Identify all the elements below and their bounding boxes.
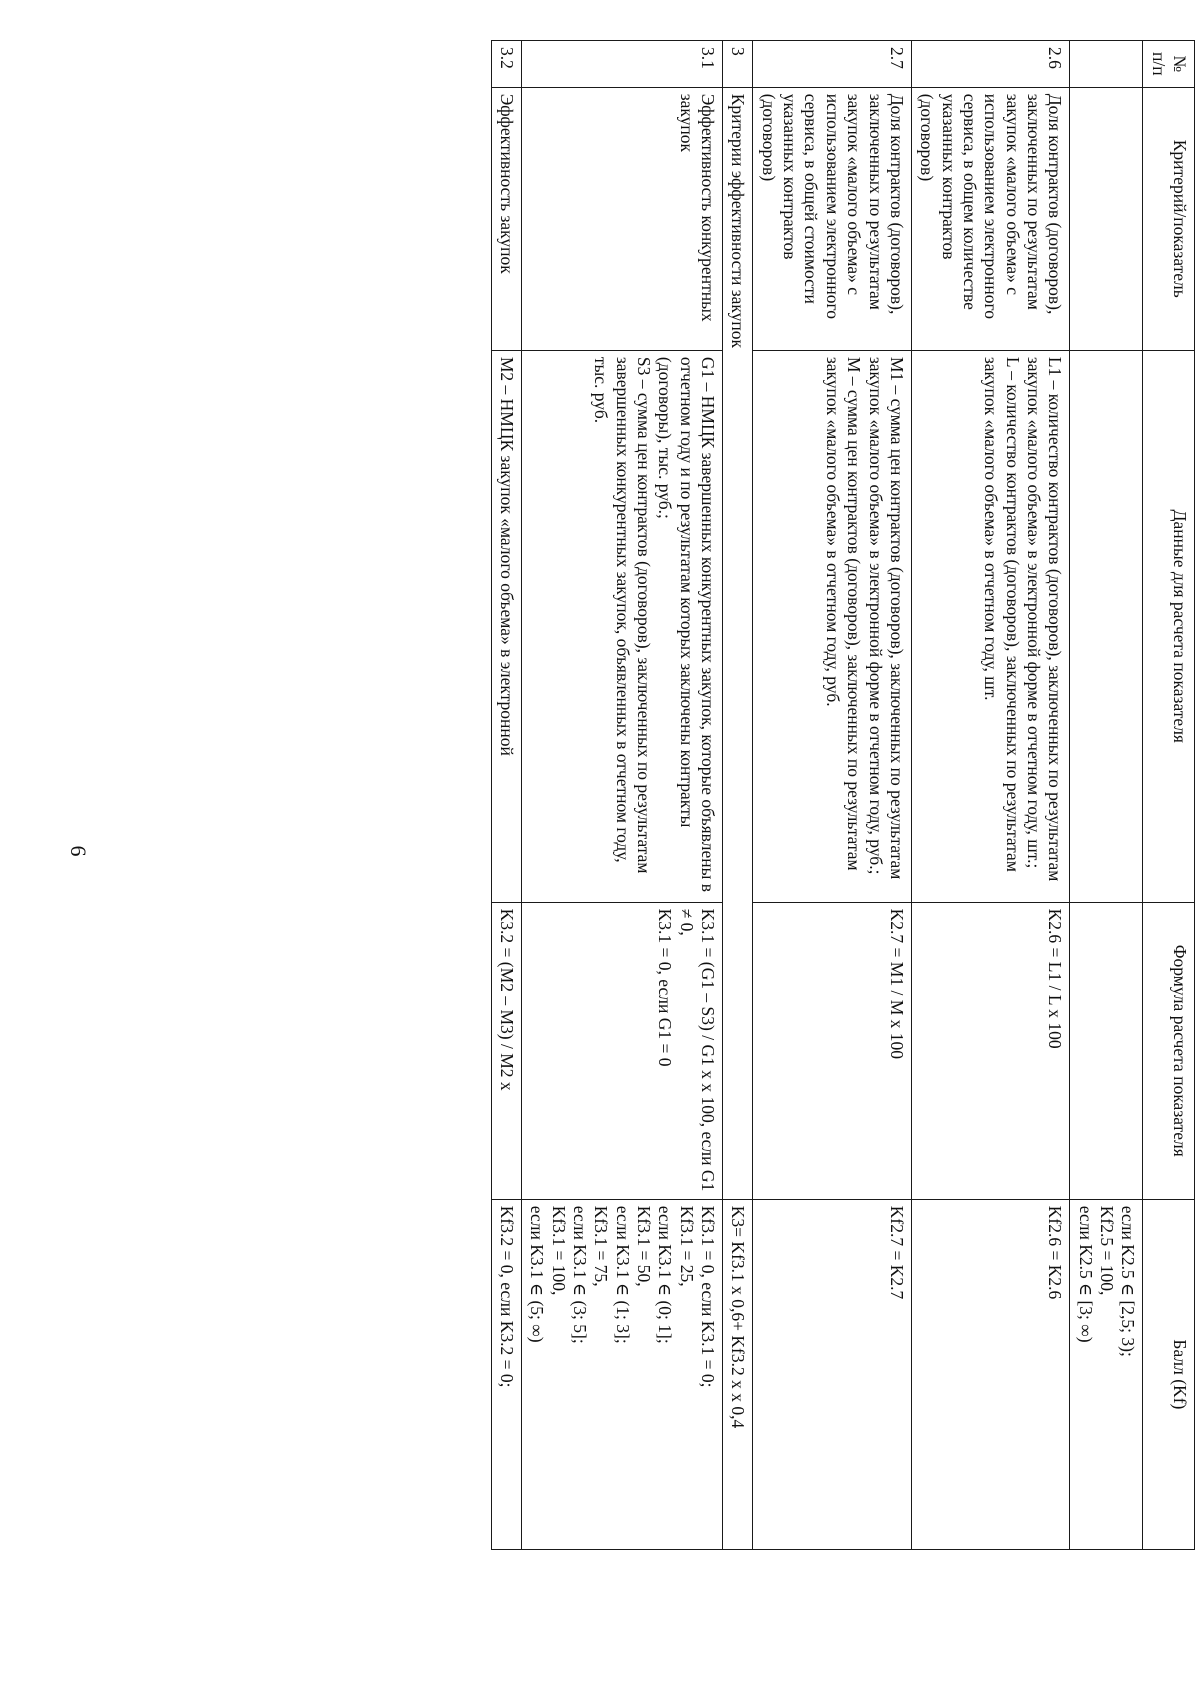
cell-data: M2 – НМЦК закупок «малого объема» в электронной [491,350,521,902]
header-data: Данные для расчета показателя [1143,350,1195,902]
cell-formula: K3.1 = (G1 – S3) / G1 x x 100, если G1 ≠ 0, K3.1 = 0, если G1 = 0 [522,902,723,1199]
cell-data: G1 – НМЦК завершенных конкурентных закупок, которые объявлены в отчетном году и по результатам которых заключены контракты (договоры), тыс. руб.; S3 – сумма цен контрактов (договоров), заключенных по результатам завершенных конкурентных закупок, объявленных в отчетном году, тыс. руб. [522,350,723,902]
cell-score: K3= Kf3.1 x 0,6+ Kf3.2 x x 0,4 [723,1199,753,1549]
header-score: Балл (Kf) [1143,1199,1195,1549]
cell-criterion: Доля контрактов (договоров), заключенных по результатам закупок «малого объема» с использованием электронного сервиса, в общей стоимости указанных контрактов (договоров) [753,87,911,350]
table-row-continuation [1070,41,1143,1550]
page-number: 6 [66,845,91,857]
table-row-3-2 [491,41,521,1550]
header-num: № п/п [1143,41,1195,88]
cell-score: Kf2.6 = K2.6 [911,1199,1069,1549]
section-title: Критерии эффективности закупок [723,87,753,1199]
header-criterion: Критерий/показатель [1143,87,1195,350]
cell-data: M1 – сумма цен контрактов (договоров), заключенных по результатам закупок «малого объема» в электронной форме в отчетном году, руб.; M – сумма цен контрактов (договоров), заключенных по результатам закупок «малого объема» в отчетном году, руб. [753,350,911,902]
table-row-3-1 [522,41,723,1550]
cell-empty [1070,87,1143,350]
rotated-table-container [115,40,1195,1550]
cell-empty [1070,41,1143,88]
cell-criterion: Эффективность конкурентных закупок [522,87,723,350]
cell-num: 2.6 [911,41,1069,88]
cell-num: 3 [723,41,753,88]
cell-formula: K2.7 = M1 / M x 100 [753,902,911,1199]
table-row-2-7 [753,41,911,1550]
table-row-2-6 [911,41,1069,1550]
cell-score: Kf3.2 = 0, если K3.2 = 0; [491,1199,521,1549]
cell-empty [1070,350,1143,902]
cell-num: 3.1 [522,41,723,88]
cell-criterion: Эффективность закупок [491,87,521,350]
cell-score: если K2.5 ∈ [2,5; 3); Kf2.5 = 100, если K2.5 ∈ [3; ∞) [1070,1199,1143,1549]
cell-empty [1070,902,1143,1199]
cell-score: Kf3.1 = 0, если K3.1 = 0; Kf3.1 = 25, если K3.1 ∈ (0; 1]; Kf3.1 = 50, если K3.1 ∈ (1; 3]; Kf3.1 = 75, если K3.1 ∈ (3; 5]; Kf3.1 = 100, если K3.1 ∈ (5; ∞) [522,1199,723,1549]
cell-num: 3.2 [491,41,521,88]
cell-formula: K2.6 = L1 / L x 100 [911,902,1069,1199]
header-formula: Формула расчета показателя [1143,902,1195,1199]
cell-num: 2.7 [753,41,911,88]
cell-formula: K3.2 = (M2 – M3) / M2 x [491,902,521,1199]
table-row-3 [723,41,753,1550]
table-header-row [1143,41,1195,1550]
criteria-table [491,40,1195,1550]
cell-data: L1 – количество контрактов (договоров), заключенных по результатам закупок «малого объема» в электронной форме в отчетном году, шт.; L – количество контрактов (договоров), заключенных по результатам закупок «малого объема» в отчетном году, шт. [911,350,1069,902]
cell-criterion: Доля контрактов (договоров), заключенных по результатам закупок «малого объема» с использованием электронного сервиса, в общем количестве указанных контрактов (договоров) [911,87,1069,350]
cell-score: Kf2.7 = K2.7 [753,1199,911,1549]
